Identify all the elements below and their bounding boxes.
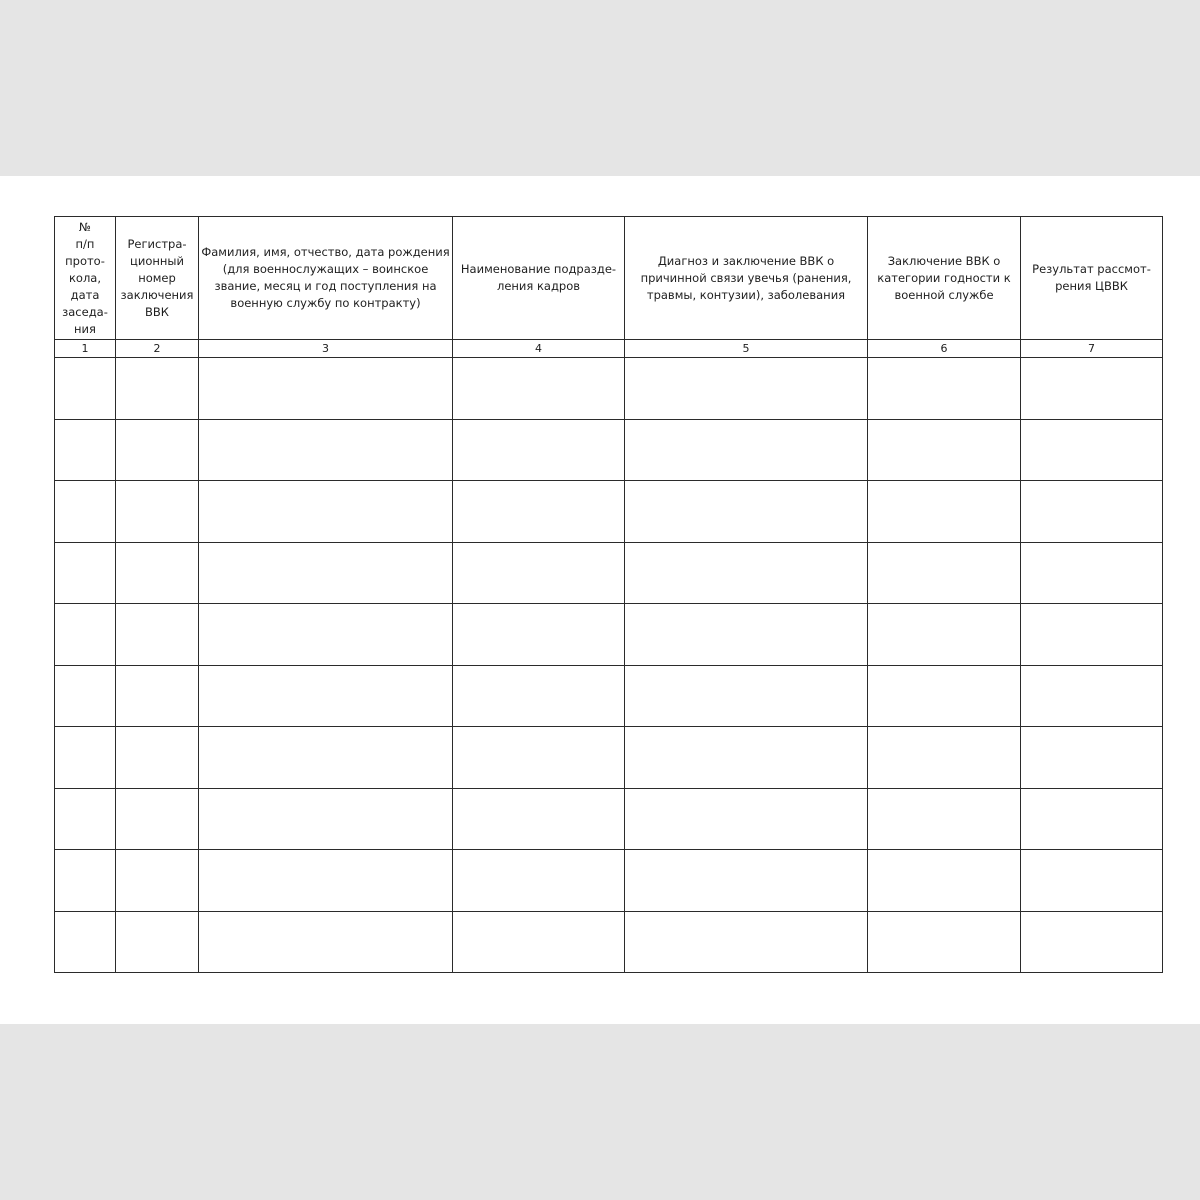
table-cell [453,788,625,850]
table-row [55,481,1163,543]
table-cell [1021,850,1163,912]
table-cell [868,481,1021,543]
col-number: 3 [199,340,453,358]
col-number: 1 [55,340,116,358]
table-cell [199,850,453,912]
table-cell [868,604,1021,666]
table-cell [1021,727,1163,789]
table-cell [625,788,868,850]
table-row [55,788,1163,850]
register-table [54,216,1163,973]
table-cell [55,419,116,481]
table-cell [116,481,199,543]
table-cell [55,604,116,666]
table-cell [199,358,453,420]
table-row [55,358,1163,420]
col-number: 7 [1021,340,1163,358]
table-cell [116,542,199,604]
table-cell [625,419,868,481]
table-cell [199,481,453,543]
table-cell [55,911,116,973]
table-cell [453,481,625,543]
table-cell [1021,911,1163,973]
table-cell [625,850,868,912]
table-cell [199,911,453,973]
table-cell [199,788,453,850]
table-cell [199,727,453,789]
col-header-diagnosis: Диагноз и заключение ВВК о причинной связи увечья (ранения, травмы, контузии), заболевания [625,217,868,340]
table-cell [116,419,199,481]
table-cell [868,542,1021,604]
table-cell [199,419,453,481]
table-cell [1021,358,1163,420]
table-cell [55,788,116,850]
col-header-fitness-category: Заключение ВВК о категории годности к военной службе [868,217,1021,340]
table-cell [625,481,868,543]
table-cell [453,850,625,912]
table-row [55,727,1163,789]
table-cell [1021,481,1163,543]
table-cell [116,604,199,666]
header-row [55,217,1163,340]
table-cell [116,358,199,420]
table-cell [1021,419,1163,481]
table-cell [868,358,1021,420]
table-cell [868,850,1021,912]
table-row [55,419,1163,481]
table-cell [453,727,625,789]
document-page [0,176,1200,1024]
table-cell [1021,542,1163,604]
table-cell [453,911,625,973]
table-cell [625,727,868,789]
table-row [55,665,1163,727]
col-number: 2 [116,340,199,358]
table-cell [116,911,199,973]
table-row [55,542,1163,604]
col-number: 5 [625,340,868,358]
table-cell [116,727,199,789]
table-cell [116,850,199,912]
col-number: 6 [868,340,1021,358]
table-cell [199,665,453,727]
table-cell [625,604,868,666]
col-header-personnel-unit: Наименование подразде- ления кадров [453,217,625,340]
table-cell [199,542,453,604]
table-cell [1021,604,1163,666]
col-header-protocol: № п/п прото- кола, дата заседа- ния [55,217,116,340]
table-cell [868,665,1021,727]
table-cell [199,604,453,666]
col-header-registration-number: Регистра- ционный номер заключения ВВК [116,217,199,340]
table-row [55,850,1163,912]
table-cell [625,542,868,604]
table-cell [1021,788,1163,850]
table-cell [453,665,625,727]
table-cell [868,419,1021,481]
col-header-full-name: Фамилия, имя, отчество, дата рождения (для военнослужащих – воинское звание, месяц и год поступления на военную службу по контракту) [199,217,453,340]
col-number: 4 [453,340,625,358]
table-cell [625,358,868,420]
table-cell [625,911,868,973]
table-cell [453,542,625,604]
table-cell [55,727,116,789]
table-cell [116,665,199,727]
col-header-cvvk-result: Результат рассмот- рения ЦВВК [1021,217,1163,340]
table-cell [868,788,1021,850]
table-cell [453,358,625,420]
table-cell [868,911,1021,973]
table-cell [1021,665,1163,727]
table-cell [55,665,116,727]
table-cell [453,604,625,666]
table-cell [625,665,868,727]
table-cell [868,727,1021,789]
table-row [55,911,1163,973]
table-cell [116,788,199,850]
table-cell [453,419,625,481]
table-cell [55,481,116,543]
table-cell [55,850,116,912]
table-cell [55,542,116,604]
table-row [55,604,1163,666]
table-body [55,358,1163,973]
column-number-row [55,340,1163,358]
table-cell [55,358,116,420]
